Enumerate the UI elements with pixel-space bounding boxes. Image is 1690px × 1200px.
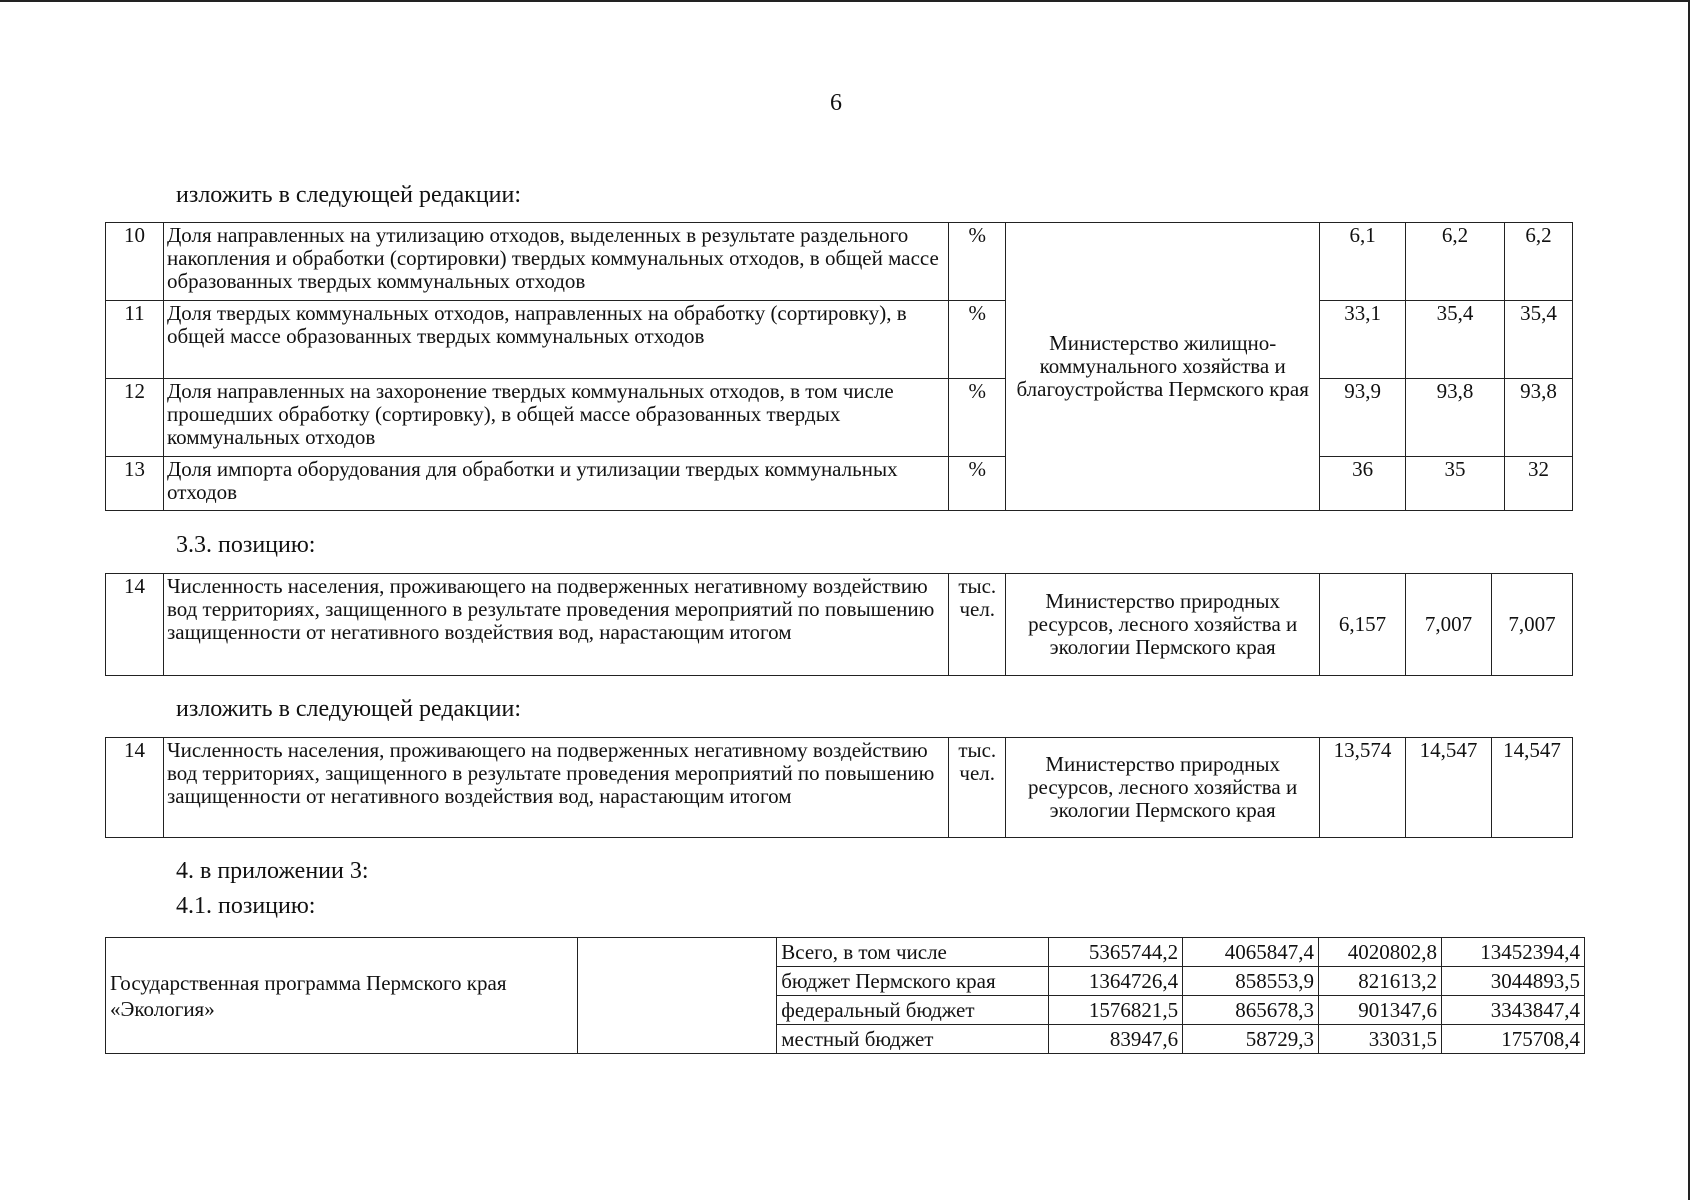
value-cell: 35,4	[1406, 301, 1505, 379]
program-funding-table	[105, 937, 1585, 1054]
page-border-top	[0, 0, 1690, 2]
unit-cell: тыс. чел.	[949, 574, 1006, 676]
amount-cell: 5365744,2	[1049, 938, 1183, 967]
indicator-table-new	[105, 737, 1573, 838]
value-cell: 14,547	[1491, 738, 1572, 838]
program-name: Государственная программа Пермского края «Экология»	[106, 938, 578, 1054]
amount-cell: 3343847,4	[1442, 996, 1585, 1025]
value-cell: 14,547	[1406, 738, 1492, 838]
value-cell: 6,157	[1320, 574, 1406, 676]
table-row	[106, 379, 1573, 457]
indicator-name: Доля направленных на захоронение твердых коммунальных отходов, в том числе прошедших обработку (сортировку), в общей массе образованных твердых коммунальных отходов	[163, 379, 948, 457]
amount-cell: 175708,4	[1442, 1025, 1585, 1054]
amount-cell: 4020802,8	[1319, 938, 1442, 967]
funding-source-label: Всего, в том числе	[777, 938, 1049, 967]
indicator-name: Доля импорта оборудования для обработки и утилизации твердых коммунальных отходов	[163, 457, 948, 511]
amount-cell: 901347,6	[1319, 996, 1442, 1025]
table-row	[106, 223, 1573, 301]
indicator-name: Численность населения, проживающего на подверженных негативному воздействию вод территориях, защищенного в результате проведения мероприятий по повышению защищенности от негативного воздействия вод, нарастающим итогом	[163, 574, 948, 676]
value-cell: 36	[1320, 457, 1406, 511]
row-number: 13	[106, 457, 164, 511]
responsible-ministry: Министерство жилищно-коммунального хозяйства и благоустройства Пермского края	[1006, 223, 1320, 511]
funding-source-label: местный бюджет	[777, 1025, 1049, 1054]
row-number: 11	[106, 301, 164, 379]
row-number: 14	[106, 574, 164, 676]
amount-cell: 865678,3	[1183, 996, 1319, 1025]
indicator-table-old	[105, 573, 1573, 676]
value-cell: 33,1	[1320, 301, 1406, 379]
unit-cell: %	[949, 223, 1006, 301]
empty-cell	[577, 938, 777, 1054]
responsible-ministry: Министерство природных ресурсов, лесного хозяйства и экологии Пермского края	[1006, 738, 1320, 838]
amount-cell: 4065847,4	[1183, 938, 1319, 967]
value-cell: 6,2	[1406, 223, 1505, 301]
funding-source-label: бюджет Пермского края	[777, 967, 1049, 996]
value-cell: 35,4	[1504, 301, 1572, 379]
responsible-ministry: Министерство природных ресурсов, лесного хозяйства и экологии Пермского края	[1006, 574, 1320, 676]
indicator-name: Доля направленных на утилизацию отходов, выделенных в результате раздельного накопления и обработки (сортировки) твердых коммунальных отходов, в общей массе образованных твердых коммунальных отходов	[163, 223, 948, 301]
row-number: 10	[106, 223, 164, 301]
amount-cell: 33031,5	[1319, 1025, 1442, 1054]
value-cell: 7,007	[1406, 574, 1492, 676]
unit-cell: %	[949, 457, 1006, 511]
paragraph-appendix-3: 4. в приложении 3:	[176, 858, 369, 884]
indicator-name: Доля твердых коммунальных отходов, направленных на обработку (сортировку), в общей массе образованных твердых коммунальных отходов	[163, 301, 948, 379]
table-row	[106, 938, 1585, 967]
amount-cell: 83947,6	[1049, 1025, 1183, 1054]
paragraph-edit-heading-2: изложить в следующей редакции:	[176, 696, 522, 722]
amount-cell: 821613,2	[1319, 967, 1442, 996]
page-number: 6	[830, 90, 842, 116]
amount-cell: 13452394,4	[1442, 938, 1585, 967]
value-cell: 32	[1504, 457, 1572, 511]
amount-cell: 1576821,5	[1049, 996, 1183, 1025]
value-cell: 13,574	[1320, 738, 1406, 838]
value-cell: 6,2	[1504, 223, 1572, 301]
indicators-table-waste	[105, 222, 1573, 511]
unit-cell: %	[949, 379, 1006, 457]
amount-cell: 58729,3	[1183, 1025, 1319, 1054]
value-cell: 93,8	[1406, 379, 1505, 457]
value-cell: 6,1	[1320, 223, 1406, 301]
value-cell: 93,8	[1504, 379, 1572, 457]
funding-source-label: федеральный бюджет	[777, 996, 1049, 1025]
paragraph-position-3-3: 3.3. позицию:	[176, 532, 316, 558]
table-row	[106, 574, 1573, 676]
table-row	[106, 301, 1573, 379]
amount-cell: 858553,9	[1183, 967, 1319, 996]
unit-cell: тыс. чел.	[949, 738, 1006, 838]
paragraph-edit-heading-1: изложить в следующей редакции:	[176, 182, 522, 208]
value-cell: 7,007	[1491, 574, 1572, 676]
amount-cell: 3044893,5	[1442, 967, 1585, 996]
row-number: 12	[106, 379, 164, 457]
indicator-name: Численность населения, проживающего на подверженных негативному воздействию вод территориях, защищенного в результате проведения мероприятий по повышению защищенности от негативного воздействия вод, нарастающим итогом	[163, 738, 948, 838]
unit-cell: %	[949, 301, 1006, 379]
value-cell: 35	[1406, 457, 1505, 511]
value-cell: 93,9	[1320, 379, 1406, 457]
amount-cell: 1364726,4	[1049, 967, 1183, 996]
row-number: 14	[106, 738, 164, 838]
paragraph-position-4-1: 4.1. позицию:	[176, 893, 316, 919]
table-row	[106, 457, 1573, 511]
table-row	[106, 738, 1573, 838]
